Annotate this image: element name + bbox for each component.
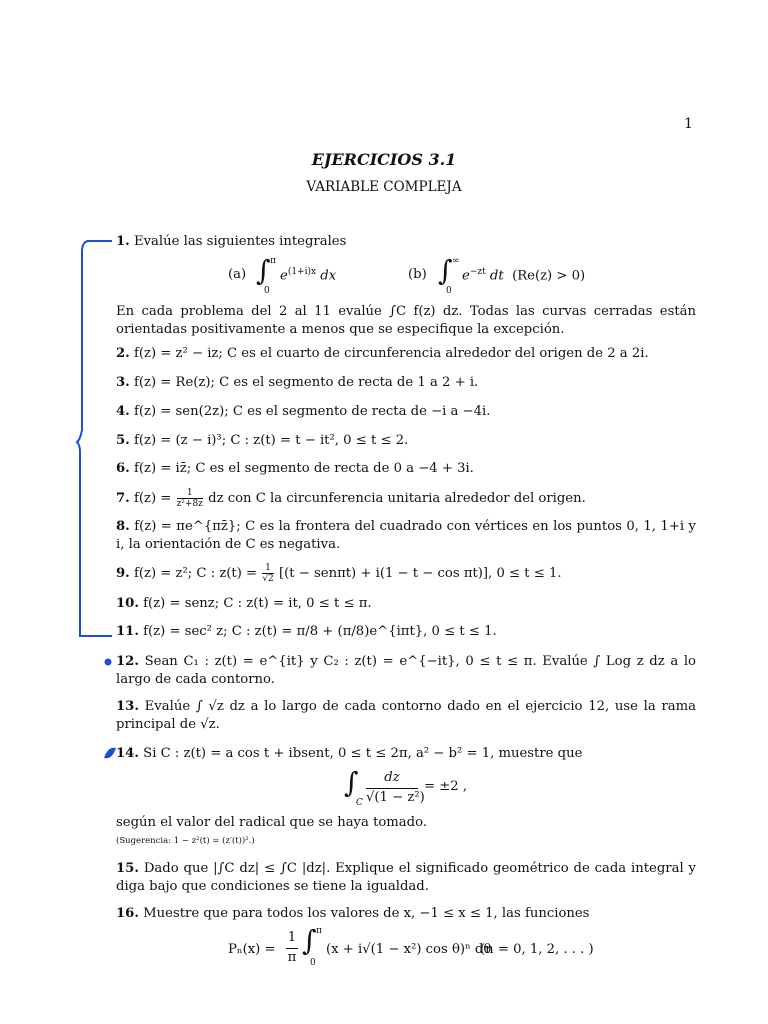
exercise-1: 1. Evalúe las siguientes integrales [116, 234, 347, 249]
exercise-7: 7. f(z) = $\frac{1}{\text{z²+8z}}$ dz con C la circunferencia unitaria alrededor del origen. [116, 488, 586, 509]
exercise-7-fraction: $\frac{1}{\text{z²+8z}}$ [176, 488, 203, 509]
exercise-14: 14. Si C : z(t) = a cos t + ibsent, 0 ≤ t ≤ 2π, a² − b² = 1, muestre que [116, 746, 583, 761]
exercise-9-fraction: $\frac{1}{√2}$ [262, 563, 274, 584]
exercise-3: 3. f(z) = Re(z); C es el segmento de recta de 1 a 2 + i. [116, 375, 479, 390]
exercise-8: 8. f(z) = πe^{πz̄}; C es la frontera del cuadrado con vértices en los puntos 0, 1, 1+i y i, la orientación de C es negativa. [116, 519, 696, 552]
exercise-14-after: según el valor del radical que se haya tomado. [116, 815, 428, 830]
page-title: EJERCICIOS 3.1 [311, 150, 457, 169]
page-subtitle: VARIABLE COMPLEJA [306, 179, 462, 195]
problems-intro: En cada problema del 2 al 11 evalúe ∫C f(z) dz. Todas las curvas cerradas están orientadas positivamente a menos que se especifique la excepción. [116, 304, 696, 337]
exercise-14-formula: ∫ C dz √(1 − z²) = ±2 , [344, 766, 468, 808]
exercise-16-formula: Pₙ(x) = 1 π ∫ π 0 (x + i√(1 − x²) cos θ)ⁿ dθ (n = 0, 1, 2, . . . ) [228, 924, 594, 968]
annotation-dot-12 [105, 659, 112, 666]
annotation-mark-14 [104, 748, 116, 759]
exercise-2: 2. f(z) = z² − iz; C es el cuarto de circunferencia alrededor del origen de 2 a 2i. [116, 346, 649, 361]
exercise-9: 9. f(z) = z²; C : z(t) = $\frac{1}{√2}$ [(t − senπt) + i(1 − t − cos πt)], 0 ≤ t ≤ 1. [116, 563, 562, 584]
page-number: 1 [684, 116, 693, 132]
exercise-4: 4. f(z) = sen(2z); C es el segmento de recta de −i a −4i. [116, 404, 491, 419]
exercise-10: 10. f(z) = senz; C : z(t) = it, 0 ≤ t ≤ π. [116, 596, 372, 611]
exercise-5: 5. f(z) = (z − i)³; C : z(t) = t − it², 0 ≤ t ≤ 2. [116, 433, 409, 448]
exercise-1a: (a) ∫ π 0 $e^{(1+i)x}$ dx [228, 254, 337, 296]
exercise-14-hint: (Sugerencia: 1 − z²(t) = (z′(t))².) [116, 836, 255, 846]
exercise-16: 16. Muestre que para todos los valores de x, −1 ≤ x ≤ 1, las funciones [116, 906, 590, 921]
exercise-11: 11. f(z) = sec² z; C : z(t) = π/8 + (π/8)e^{iπt}, 0 ≤ t ≤ 1. [116, 624, 497, 639]
exercise-15: 15. Dado que |∫C dz| ≤ ∫C |dz|. Explique el significado geométrico de cada integral y diga bajo que condiciones se tiene la igualdad. [116, 861, 696, 894]
exercise-13: 13. Evalúe ∫ √z dz a lo largo de cada contorno dado en el ejercicio 12, use la rama principal de √z. [116, 699, 696, 732]
exercise-1b: (b) ∫ ∞ 0 $e^{-zt}$ dt (Re(z) > 0) [408, 254, 586, 296]
exercise-6: 6. f(z) = iz̄; C es el segmento de recta de 0 a −4 + 3i. [116, 461, 474, 476]
exercise-12: 12. Sean C₁ : z(t) = e^{it} y C₂ : z(t) = e^{−it}, 0 ≤ t ≤ π. Evalúe ∫ Log z dz a lo largo de cada contorno. [116, 654, 696, 687]
